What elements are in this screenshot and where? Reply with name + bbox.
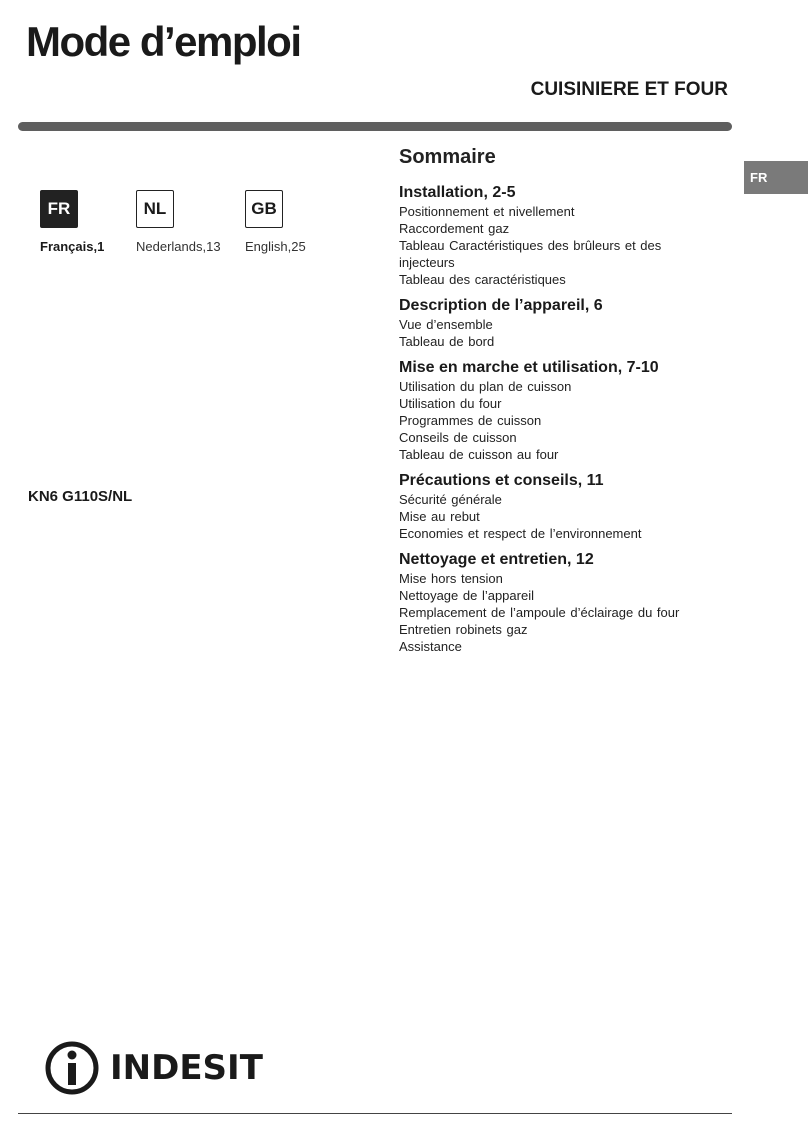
language-fr[interactable] [40, 190, 105, 254]
page-title: Mode d’emploi [26, 18, 301, 65]
toc-item[interactable]: Assistance [399, 639, 462, 654]
toc-section-title[interactable]: Précautions et conseils, 11 [399, 472, 604, 489]
toc-item[interactable]: Entretien robinets gaz [399, 622, 528, 637]
toc-item[interactable]: Programmes de cuisson [399, 413, 542, 428]
toc-section-title[interactable]: Nettoyage et entretien, 12 [399, 551, 594, 568]
table-of-contents [399, 146, 719, 663]
toc-item[interactable]: Nettoyage de l’appareil [399, 588, 534, 603]
toc-item[interactable]: Utilisation du four [399, 396, 502, 411]
toc-section-usage [399, 358, 719, 463]
language-caption-fr: Français,1 [40, 239, 105, 254]
toc-section-title[interactable]: Mise en marche et utilisation, 7-10 [399, 359, 659, 376]
indesit-info-icon [44, 1040, 100, 1096]
toc-section-installation [399, 183, 719, 288]
toc-item[interactable]: Tableau de cuisson au four [399, 447, 559, 462]
language-side-tab[interactable]: FR [744, 161, 808, 194]
language-gb[interactable] [245, 190, 306, 254]
language-code-gb: GB [245, 190, 283, 228]
toc-section-title[interactable]: Installation, 2-5 [399, 184, 516, 201]
product-type: CUISINIERE ET FOUR [530, 79, 728, 100]
footer-divider [18, 1113, 732, 1114]
toc-item[interactable]: Tableau Caractéristiques des brûleurs et des injecteurs [399, 238, 662, 270]
toc-item[interactable]: Raccordement gaz [399, 221, 510, 236]
header-divider [18, 122, 732, 131]
language-caption-nl: Nederlands,13 [136, 239, 221, 254]
toc-item[interactable]: Conseils de cuisson [399, 430, 517, 445]
toc-item[interactable]: Remplacement de l’ampoule d’éclairage du four [399, 605, 680, 620]
toc-section-description [399, 296, 719, 350]
toc-item[interactable]: Economies et respect de l’environnement [399, 526, 642, 541]
toc-item[interactable]: Utilisation du plan de cuisson [399, 379, 572, 394]
toc-section-precautions [399, 471, 719, 542]
brand-logo [44, 1040, 263, 1096]
toc-section-title[interactable]: Description de l’appareil, 6 [399, 297, 603, 314]
toc-title: Sommaire [399, 146, 496, 168]
toc-item[interactable]: Sécurité générale [399, 492, 502, 507]
toc-item[interactable]: Vue d’ensemble [399, 317, 493, 332]
language-caption-gb: English,25 [245, 239, 306, 254]
toc-item[interactable]: Tableau des caractéristiques [399, 272, 566, 287]
language-code-fr: FR [40, 190, 78, 228]
toc-item[interactable]: Mise hors tension [399, 571, 503, 586]
brand-name: INDESIT [110, 1048, 263, 1088]
language-code-nl: NL [136, 190, 174, 228]
model-number: KN6 G110S/NL [28, 488, 133, 505]
toc-item[interactable]: Mise au rebut [399, 509, 480, 524]
toc-item[interactable]: Positionnement et nivellement [399, 204, 575, 219]
language-nl[interactable] [136, 190, 221, 254]
toc-item[interactable]: Tableau de bord [399, 334, 495, 349]
toc-section-cleaning [399, 550, 719, 655]
